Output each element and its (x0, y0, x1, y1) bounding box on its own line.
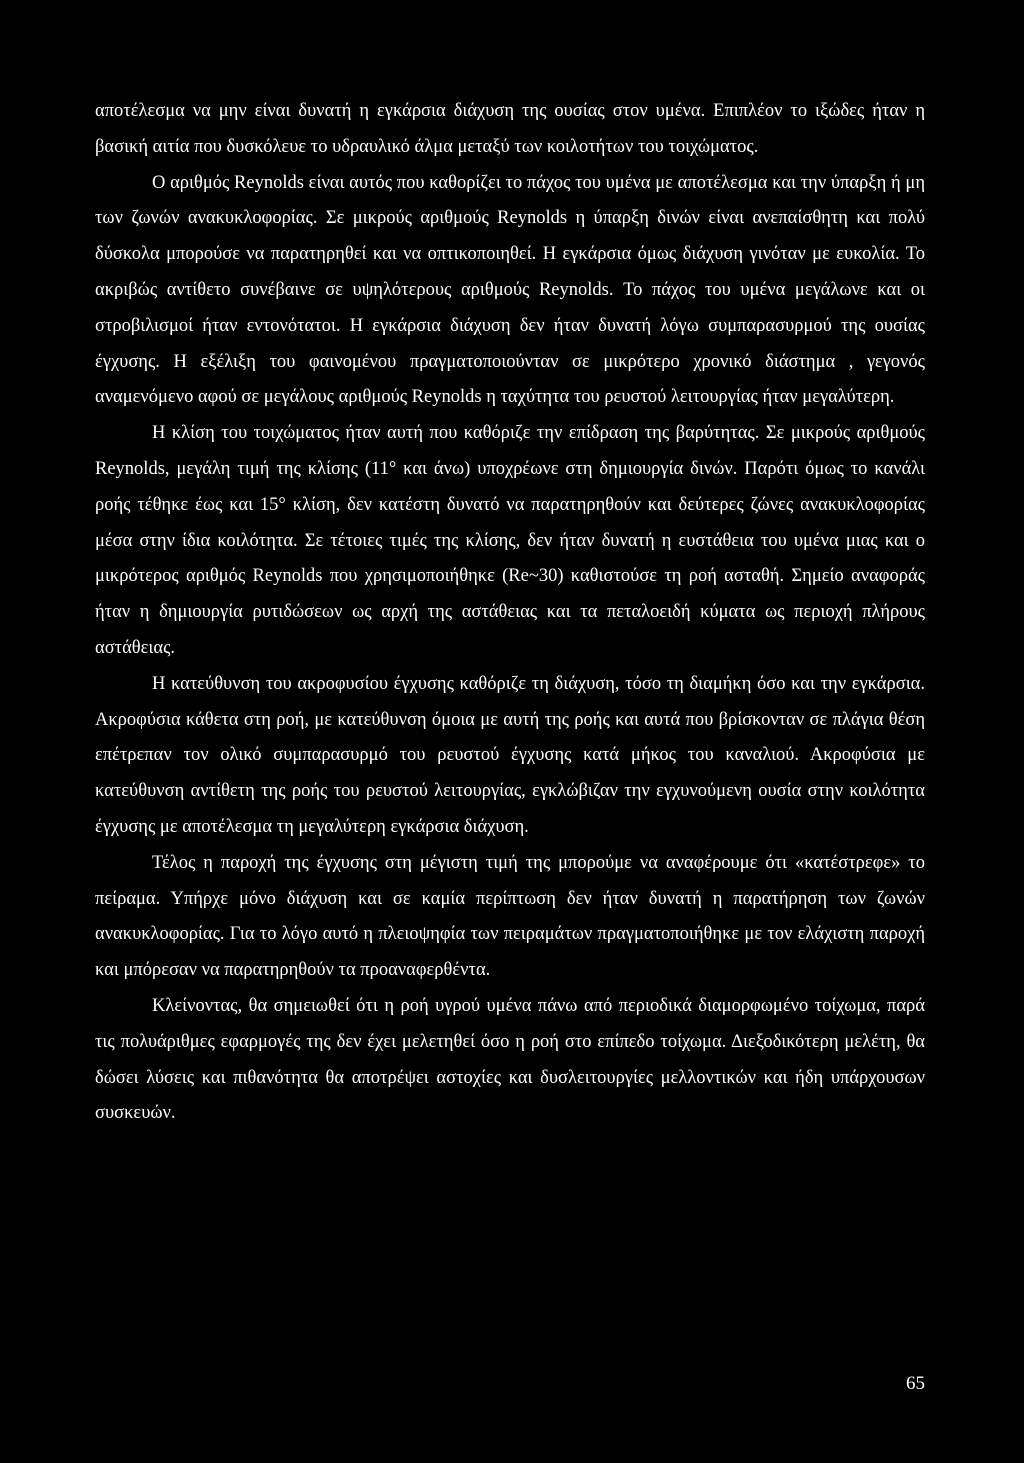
paragraph-1: αποτέλεσμα να μην είναι δυνατή η εγκάρσια διάχυση της ουσίας στον υμένα. Επιπλέον το ιξώδες ήταν η βασική αιτία που δυσκόλευε το υδραυλικό άλμα μεταξύ των κοιλοτήτων του τοιχώματος. (95, 101, 925, 157)
paragraph-4: Η κατεύθυνση του ακροφυσίου έγχυσης καθόριζε τη διάχυση, τόσο τη διαμήκη όσο και την εγκάρσια. Ακροφύσια κάθετα στη ροή, με κατεύθυνση όμοια με αυτή της ροής και αυτά που βρίσκονταν σε πλάγια θέση επέτρεπαν τον ολικό συμπαρασυρμό του ρευστού έγχυσης κατά μήκος του καναλιού. Ακροφύσια με κατεύθυνση αντίθετη της ροής του ρευστού λειτουργίας, εγκλώβιζαν την εγχυνούμενη ουσία στην κοιλότητα έγχυσης με αποτέλεσμα τη μεγαλύτερη εγκάρσια διάχυση. (95, 673, 925, 837)
body-text (95, 94, 925, 1132)
page-number: 65 (906, 1373, 925, 1394)
paragraph-5: Τέλος η παροχή της έγχυσης στη μέγιστη τιμή της μπορούμε να αναφέρουμε ότι «κατέστρεφε» το πείραμα. Υπήρχε μόνο διάχυση και σε καμία περίπτωση δεν ήταν δυνατή η παρατήρηση των ζωνών ανακυκλοφορίας. Για το λόγο αυτό η πλειοψηφία των πειραμάτων πραγματοποιήθηκε με τον ελάχιστη παροχή και μπόρεσαν να παρατηρηθούν τα προαναφερθέντα. (95, 852, 925, 981)
paragraph-6: Κλείνοντας, θα σημειωθεί ότι η ροή υγρού υμένα πάνω από περιοδικά διαμορφωμένο τοίχωμα, παρά τις πολυάριθμες εφαρμογές της δεν έχει μελετηθεί όσο η ροή στο επίπεδο τοίχωμα. Διεξοδικότερη μελέτη, θα δώσει λύσεις και πιθανότητα θα αποτρέψει αστοχίες και δυσλειτουργίες μελλοντικών και ήδη υπάρχουσων συσκευών. (95, 995, 925, 1124)
paragraph-2: Ο αριθμός Reynolds είναι αυτός που καθορίζει το πάχος του υμένα με αποτέλεσμα και την ύπαρξη ή μη των ζωνών ανακυκλοφορίας. Σε μικρούς αριθμούς Reynolds η ύπαρξη δινών είναι ανεπαίσθητη και πολύ δύσκολα μπορούσε να παρατηρηθεί και να οπτικοποιηθεί. Η εγκάρσια όμως διάχυση γινόταν με ευκολία. Το ακριβώς αντίθετο συνέβαινε σε υψηλότερους αριθμούς Reynolds. Το πάχος του υμένα μεγάλωνε και οι στροβιλισμοί ήταν εντονότατοι. Η εγκάρσια διάχυση δεν ήταν δυνατή λόγω συμπαρασυρμού της ουσίας έγχυσης. Η εξέλιξη του φαινομένου πραγματοποιούνταν σε μικρότερο χρονικό διάστημα , γεγονός αναμενόμενο αφού σε μεγάλους αριθμούς Reynolds η ταχύτητα του ρευστού λειτουργίας ήταν μεγαλύτερη. (95, 172, 925, 408)
paragraph-3: Η κλίση του τοιχώματος ήταν αυτή που καθόριζε την επίδραση της βαρύτητας. Σε μικρούς αριθμούς Reynolds, μεγάλη τιμή της κλίσης (11° και άνω) υποχρέωνε στη δημιουργία δινών. Παρότι όμως το κανάλι ροής τέθηκε έως και 15° κλίση, δεν κατέστη δυνατό να παρατηρηθούν και δεύτερες ζώνες ανακυκλοφορίας μέσα στην ίδια κοιλότητα. Σε τέτοιες τιμές της κλίσης, δεν ήταν δυνατή η ευστάθεια του υμένα μιας και ο μικρότερος αριθμός Reynolds που χρησιμοποιήθηκε (Re~30) καθιστούσε τη ροή ασταθή. Σημείο αναφοράς ήταν η δημιουργία ρυτιδώσεων ως αρχή της αστάθειας και τα πεταλοειδή κύματα ως περιοχή πλήρους αστάθειας. (95, 423, 925, 658)
